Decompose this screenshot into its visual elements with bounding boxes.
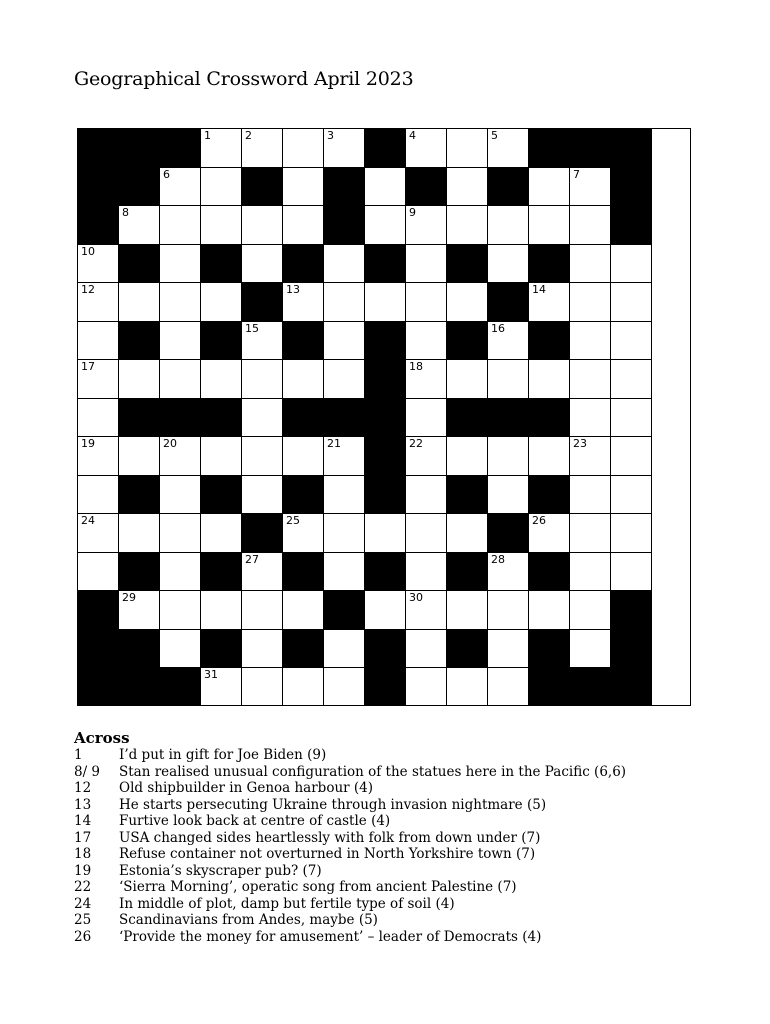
grid-cell[interactable] [488,437,529,476]
grid-cell[interactable] [447,168,488,206]
grid-cell[interactable] [324,245,365,283]
grid-cell[interactable] [119,206,160,245]
clue-row [74,929,734,946]
grid-cell[interactable] [570,283,611,322]
grid-cell[interactable] [447,283,488,322]
grid-cell[interactable] [201,591,242,630]
grid-cell[interactable] [242,437,283,476]
grid-cell[interactable] [611,283,652,322]
cell-number: 8 [122,206,129,219]
clue-row [74,797,734,814]
grid-cell[interactable] [529,514,570,553]
grid-cell[interactable] [365,168,406,206]
grid-cell[interactable] [283,206,324,245]
grid-cell[interactable] [160,283,201,322]
clue-text: I’d put in gift for Joe Biden (9) [119,747,327,763]
grid-cell-black [529,668,570,706]
grid-cell[interactable] [611,245,652,283]
grid-cell[interactable] [406,437,447,476]
grid-cell-black [611,206,652,245]
clue-row [74,863,734,880]
cell-number: 2 [245,129,252,142]
grid-cell[interactable] [78,476,119,514]
grid-cell[interactable] [406,283,447,322]
grid-cell[interactable] [283,514,324,553]
clue-row [74,780,734,797]
grid-cell[interactable] [283,283,324,322]
grid-cell[interactable] [570,399,611,437]
grid-cell[interactable] [78,322,119,360]
crossword-grid [77,128,691,706]
grid-cell-black [242,168,283,206]
clue-row [74,896,734,913]
clue-number: 25 [74,912,92,928]
grid-cell[interactable] [447,360,488,399]
clue-list [74,747,734,945]
clue-number: 19 [74,862,92,879]
grid-cell[interactable] [242,476,283,514]
grid-cell[interactable] [488,322,529,360]
grid-cell[interactable] [365,514,406,553]
grid-cell[interactable] [324,360,365,399]
grid-cell[interactable] [324,283,365,322]
grid-cell-black [406,168,447,206]
grid-cell[interactable] [488,553,529,591]
grid-cell[interactable] [488,476,529,514]
grid-cell[interactable] [406,322,447,360]
cell-number: 13 [286,283,300,296]
grid-cell[interactable] [283,668,324,706]
cell-number: 30 [409,591,423,604]
grid-cell-black [447,476,488,514]
grid-cell[interactable] [160,514,201,553]
grid-cell[interactable] [242,399,283,437]
cell-number: 23 [573,437,587,450]
cell-number: 31 [204,668,218,681]
grid-cell-black [78,630,119,668]
cell-number: 12 [81,283,95,296]
grid-cell-black [283,322,324,360]
grid-cell[interactable] [488,591,529,630]
grid-cell-black [283,630,324,668]
grid-cell-black [119,553,160,591]
grid-cell[interactable] [242,360,283,399]
grid-cell[interactable] [488,206,529,245]
grid-cell[interactable] [488,129,529,168]
grid-cell[interactable] [447,591,488,630]
grid-cell[interactable] [242,245,283,283]
clue-text: He starts persecuting Ukraine through invasion nightmare (5) [119,796,547,813]
grid-cell[interactable] [242,206,283,245]
grid-cell-black [447,630,488,668]
cell-number: 19 [81,437,95,450]
clue-text: USA changed sides heartlessly with folk from down under (7) [119,829,541,846]
grid-cell-black [78,129,119,168]
grid-cell[interactable] [488,668,529,706]
grid-cell[interactable] [406,206,447,245]
grid-cell-black [78,168,119,206]
grid-cell[interactable] [406,399,447,437]
cell-number: 5 [491,129,498,142]
grid-cell[interactable] [283,129,324,168]
grid-cell[interactable] [570,168,611,206]
grid-cell-black [283,476,324,514]
grid-cell-black [529,245,570,283]
clue-text: Old shipbuilder in Genoa harbour (4) [119,780,374,796]
grid-cell-black [324,168,365,206]
clue-text: Stan realised unusual configuration of the statues here in the Pacific (6,6) [119,763,627,780]
grid-cell-black [160,399,201,437]
clue-row [74,764,734,781]
grid-cell[interactable] [406,553,447,591]
grid-cell[interactable] [201,514,242,553]
grid-cell-black [365,399,406,437]
grid-cell-black [447,553,488,591]
grid-cell[interactable] [529,591,570,630]
cell-number: 22 [409,437,423,450]
across-heading: Across [74,729,130,747]
grid-cell[interactable] [447,437,488,476]
grid-cell-black [119,668,160,706]
grid-cell[interactable] [488,630,529,668]
grid-cell[interactable] [611,360,652,399]
clue-row [74,830,734,847]
grid-cell[interactable] [78,399,119,437]
grid-cell[interactable] [406,668,447,706]
grid-cell[interactable] [160,322,201,360]
grid-cell[interactable] [570,360,611,399]
grid-cell[interactable] [119,283,160,322]
grid-cell[interactable] [324,322,365,360]
grid-cell[interactable] [160,476,201,514]
cell-number: 3 [327,129,334,142]
cell-number: 1 [204,129,211,142]
grid-cell[interactable] [201,668,242,706]
grid-cell-black [529,399,570,437]
grid-cell-black [447,399,488,437]
cell-number: 9 [409,206,416,219]
grid-cell-black [365,553,406,591]
grid-cell[interactable] [529,437,570,476]
grid-cell[interactable] [447,206,488,245]
grid-cell-black [119,129,160,168]
grid-cell[interactable] [488,245,529,283]
grid-cell-black [365,322,406,360]
page-title: Geographical Crossword April 2023 [74,68,414,90]
grid-cell-black [324,206,365,245]
grid-cell-black [78,206,119,245]
grid-cell[interactable] [529,360,570,399]
grid-cell-black [201,476,242,514]
grid-cell[interactable] [283,168,324,206]
grid-cell-black [283,553,324,591]
cell-number: 29 [122,591,136,604]
grid-cell-black [611,129,652,168]
grid-cell[interactable] [406,514,447,553]
grid-cell[interactable] [201,129,242,168]
grid-cell[interactable] [406,245,447,283]
grid-cell[interactable] [324,514,365,553]
cell-number: 6 [163,168,170,181]
grid-cell-black [324,399,365,437]
grid-cell-black [447,322,488,360]
grid-cell-black [611,168,652,206]
grid-cell-black [488,399,529,437]
clue-number: 1 [74,747,83,763]
cell-number: 26 [532,514,546,527]
cell-number: 17 [81,360,95,373]
clue-number: 13 [74,796,92,813]
grid-cell-black [365,630,406,668]
grid-cell[interactable] [160,630,201,668]
clue-row [74,813,734,830]
grid-cell[interactable] [365,591,406,630]
cell-number: 27 [245,553,259,566]
grid-cell-black [201,630,242,668]
grid-cell-black [570,668,611,706]
grid-cell[interactable] [324,437,365,476]
across-clues [74,729,734,945]
clue-text: Furtive look back at centre of castle (4) [119,813,391,829]
grid-cell-black [119,476,160,514]
grid-cell[interactable] [406,129,447,168]
grid-cell[interactable] [78,514,119,553]
grid-cell[interactable] [119,591,160,630]
cell-number: 14 [532,283,546,296]
grid-cell-black [119,322,160,360]
grid-cell-black [570,129,611,168]
grid-cell[interactable] [119,514,160,553]
grid-cell[interactable] [447,668,488,706]
grid-cell[interactable] [611,514,652,553]
grid-cell[interactable] [488,360,529,399]
grid-cell[interactable] [242,591,283,630]
clue-number: 14 [74,813,92,829]
grid-cell[interactable] [201,360,242,399]
grid-cell[interactable] [570,322,611,360]
grid-cell[interactable] [78,360,119,399]
cell-number: 24 [81,514,95,527]
grid-cell[interactable] [611,553,652,591]
grid-cell-black [283,245,324,283]
grid-cell-black [160,668,201,706]
grid-cell[interactable] [160,206,201,245]
grid-cell-black [529,129,570,168]
grid-cell[interactable] [242,668,283,706]
grid-cell[interactable] [529,206,570,245]
grid-cell-black [201,399,242,437]
grid-cell[interactable] [160,437,201,476]
grid-cell[interactable] [283,437,324,476]
clue-number: 17 [74,829,92,846]
grid-cell[interactable] [160,553,201,591]
grid-cell[interactable] [242,322,283,360]
cell-number: 15 [245,322,259,335]
clue-number: 8/ 9 [74,763,101,780]
grid-cell-black [201,322,242,360]
cell-number: 25 [286,514,300,527]
grid-cell-black [529,553,570,591]
clue-text: ‘Provide the money for amusement’ – leader of Democrats (4) [119,928,542,945]
grid-cell-black [488,514,529,553]
grid-cell[interactable] [406,591,447,630]
grid-cell[interactable] [570,630,611,668]
cell-number: 28 [491,553,505,566]
grid-cell[interactable] [570,476,611,514]
cell-number: 18 [409,360,423,373]
grid-cell-black [365,360,406,399]
clue-row [74,912,734,929]
clue-text: Scandinavians from Andes, maybe (5) [119,912,378,928]
grid-cell-black [447,245,488,283]
grid-cell[interactable] [160,360,201,399]
grid-cell[interactable] [406,476,447,514]
grid-cell[interactable] [78,437,119,476]
grid-cell-black [119,245,160,283]
grid-cell[interactable] [570,553,611,591]
cell-number: 21 [327,437,341,450]
grid-cell[interactable] [324,668,365,706]
grid-cell-black [324,591,365,630]
grid-cell[interactable] [324,553,365,591]
grid-cell-black [78,591,119,630]
grid-cell[interactable] [365,206,406,245]
grid-cell-black [242,283,283,322]
grid-cell[interactable] [529,283,570,322]
grid-cell-black [365,129,406,168]
cell-number: 20 [163,437,177,450]
grid-cell[interactable] [160,168,201,206]
grid-cell[interactable] [611,322,652,360]
grid-cell[interactable] [570,514,611,553]
grid-cell[interactable] [324,630,365,668]
grid-cell-black [365,245,406,283]
grid-cell[interactable] [365,283,406,322]
grid-cell[interactable] [242,129,283,168]
grid-cell[interactable] [611,437,652,476]
grid-cell-black [611,630,652,668]
grid-cell-black [201,245,242,283]
grid-cell[interactable] [529,168,570,206]
clue-row [74,846,734,863]
grid-cell[interactable] [78,553,119,591]
grid-cell[interactable] [570,206,611,245]
grid-cell-black [365,668,406,706]
grid-cell[interactable] [201,168,242,206]
cell-number: 7 [573,168,580,181]
clue-text: ‘Sierra Morning’, operatic song from ancient Palestine (7) [119,879,517,895]
grid-cell-black [529,630,570,668]
grid-cell[interactable] [406,360,447,399]
grid-cell[interactable] [201,437,242,476]
clue-text: Refuse container not overturned in North Yorkshire town (7) [119,846,536,862]
grid-cell-black [78,668,119,706]
grid-cell[interactable] [160,591,201,630]
grid-cell[interactable] [406,630,447,668]
grid-cell-black [119,630,160,668]
grid-cell-black [119,168,160,206]
grid-cell[interactable] [570,591,611,630]
cell-number: 10 [81,245,95,258]
grid-cell-black [242,514,283,553]
grid-cell-black [283,399,324,437]
grid-cell-black [529,476,570,514]
grid-cell[interactable] [324,129,365,168]
grid-cell[interactable] [570,437,611,476]
grid-cell[interactable] [119,437,160,476]
clue-text: In middle of plot, damp but fertile type of soil (4) [119,895,455,912]
grid-cell[interactable] [78,245,119,283]
grid-cell[interactable] [447,514,488,553]
clue-number: 18 [74,846,92,862]
grid-cell[interactable] [324,476,365,514]
clue-row [74,747,734,764]
grid-cell[interactable] [611,476,652,514]
grid-cell-black [119,399,160,437]
clue-number: 26 [74,928,92,945]
grid-cell[interactable] [242,553,283,591]
grid-cell-black [611,668,652,706]
grid-cell-black [365,476,406,514]
grid-cell-black [529,322,570,360]
grid-cell-black [611,591,652,630]
grid-cell-black [488,283,529,322]
grid-cell[interactable] [283,591,324,630]
cell-number: 16 [491,322,505,335]
grid-cell-black [365,437,406,476]
clue-number: 12 [74,780,92,796]
grid-cell[interactable] [201,283,242,322]
clue-number: 24 [74,895,92,912]
grid-cell[interactable] [242,630,283,668]
clue-text: Estonia’s skyscraper pub? (7) [119,862,322,879]
grid-cell[interactable] [611,399,652,437]
grid-cell-black [488,168,529,206]
grid-cell[interactable] [283,360,324,399]
clue-number: 22 [74,879,92,895]
cell-number: 4 [409,129,416,142]
grid-cell[interactable] [447,129,488,168]
grid-cell[interactable] [201,206,242,245]
clue-row [74,879,734,896]
grid-cell-black [160,129,201,168]
grid-cell[interactable] [160,245,201,283]
grid-cell[interactable] [78,283,119,322]
grid-cell-black [201,553,242,591]
grid-cell[interactable] [570,245,611,283]
grid-cell[interactable] [119,360,160,399]
